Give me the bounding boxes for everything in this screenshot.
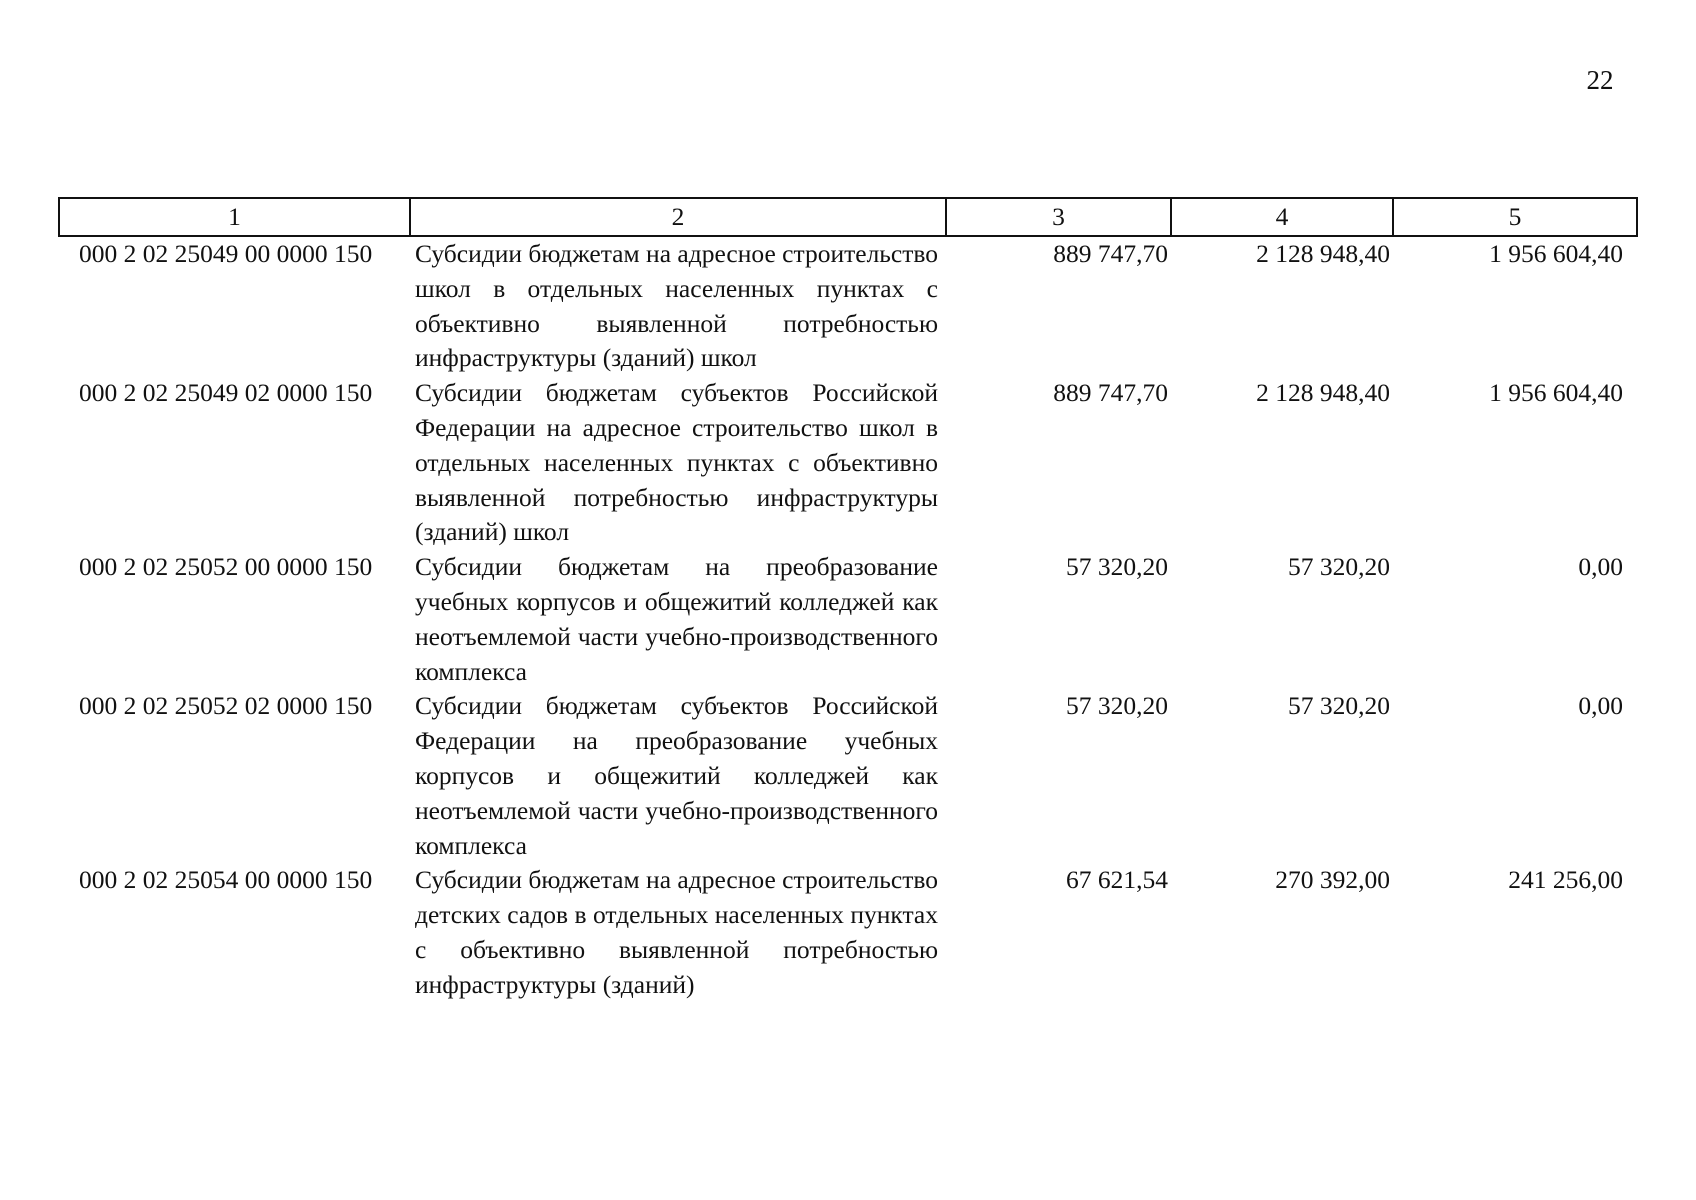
amount-col4-cell: 270 392,00	[1275, 865, 1390, 895]
column-header-3: 3	[946, 198, 1171, 236]
column-header-2: 2	[410, 198, 946, 236]
budget-code-cell: 000 2 02 25054 00 0000 150	[79, 865, 373, 895]
column-header-1: 1	[59, 198, 410, 236]
description-cell: Субсидии бюджетам на преобразование учебных корпусов и общежитий колледжей как неотъемлемой части учебно-производственного комплекса	[415, 552, 938, 686]
budget-table	[58, 197, 1638, 1003]
table-body	[59, 236, 1637, 1003]
page-number: 22	[1586, 65, 1614, 95]
description-cell: Субсидии бюджетам субъектов Российской Федерации на преобразование учебных корпусов и общежитий колледжей как неотъемлемой части учебно-производственного комплекса	[415, 691, 938, 860]
amount-col3-cell: 57 320,20	[1066, 691, 1168, 721]
budget-code-cell: 000 2 02 25052 00 0000 150	[79, 552, 373, 582]
amount-col4-cell: 57 320,20	[1288, 691, 1390, 721]
table-row	[59, 236, 1637, 376]
table-header	[59, 198, 1637, 236]
budget-code-cell: 000 2 02 25049 00 0000 150	[79, 239, 373, 268]
table-row	[59, 689, 1637, 863]
amount-col3-cell: 67 621,54	[1066, 865, 1168, 895]
amount-col4-cell: 57 320,20	[1288, 552, 1390, 582]
description-cell: Субсидии бюджетам на адресное строительство детских садов в отдельных населенных пунктах с объективно выявленной потребностью инфраструктуры (зданий)	[415, 865, 938, 999]
amount-col5-cell: 1 956 604,40	[1489, 239, 1623, 268]
amount-col5-cell: 241 256,00	[1508, 865, 1623, 895]
amount-col5-cell: 0,00	[1578, 552, 1623, 582]
column-header-5: 5	[1393, 198, 1637, 236]
amount-col4-cell: 2 128 948,40	[1256, 378, 1390, 408]
amount-col3-cell: 57 320,20	[1066, 552, 1168, 582]
budget-code-cell: 000 2 02 25052 02 0000 150	[79, 691, 373, 721]
amount-col4-cell: 2 128 948,40	[1256, 239, 1390, 268]
amount-col5-cell: 1 956 604,40	[1489, 378, 1623, 408]
column-header-4: 4	[1171, 198, 1393, 236]
table-row	[59, 550, 1637, 689]
description-cell: Субсидии бюджетам на адресное строительство школ в отдельных населенных пунктах с объективно выявленной потребностью инфраструктуры (зданий) школ	[415, 239, 938, 373]
amount-col5-cell: 0,00	[1578, 691, 1623, 721]
table-row	[59, 863, 1637, 1002]
amount-col3-cell: 889 747,70	[1053, 378, 1168, 408]
description-cell: Субсидии бюджетам субъектов Российской Федерации на адресное строительство школ в отдельных населенных пунктах с объективно выявленной потребностью инфраструктуры (зданий) школ	[415, 378, 938, 547]
table-row	[59, 376, 1637, 550]
header-row	[59, 198, 1637, 236]
budget-code-cell: 000 2 02 25049 02 0000 150	[79, 378, 373, 408]
amount-col3-cell: 889 747,70	[1053, 239, 1168, 268]
